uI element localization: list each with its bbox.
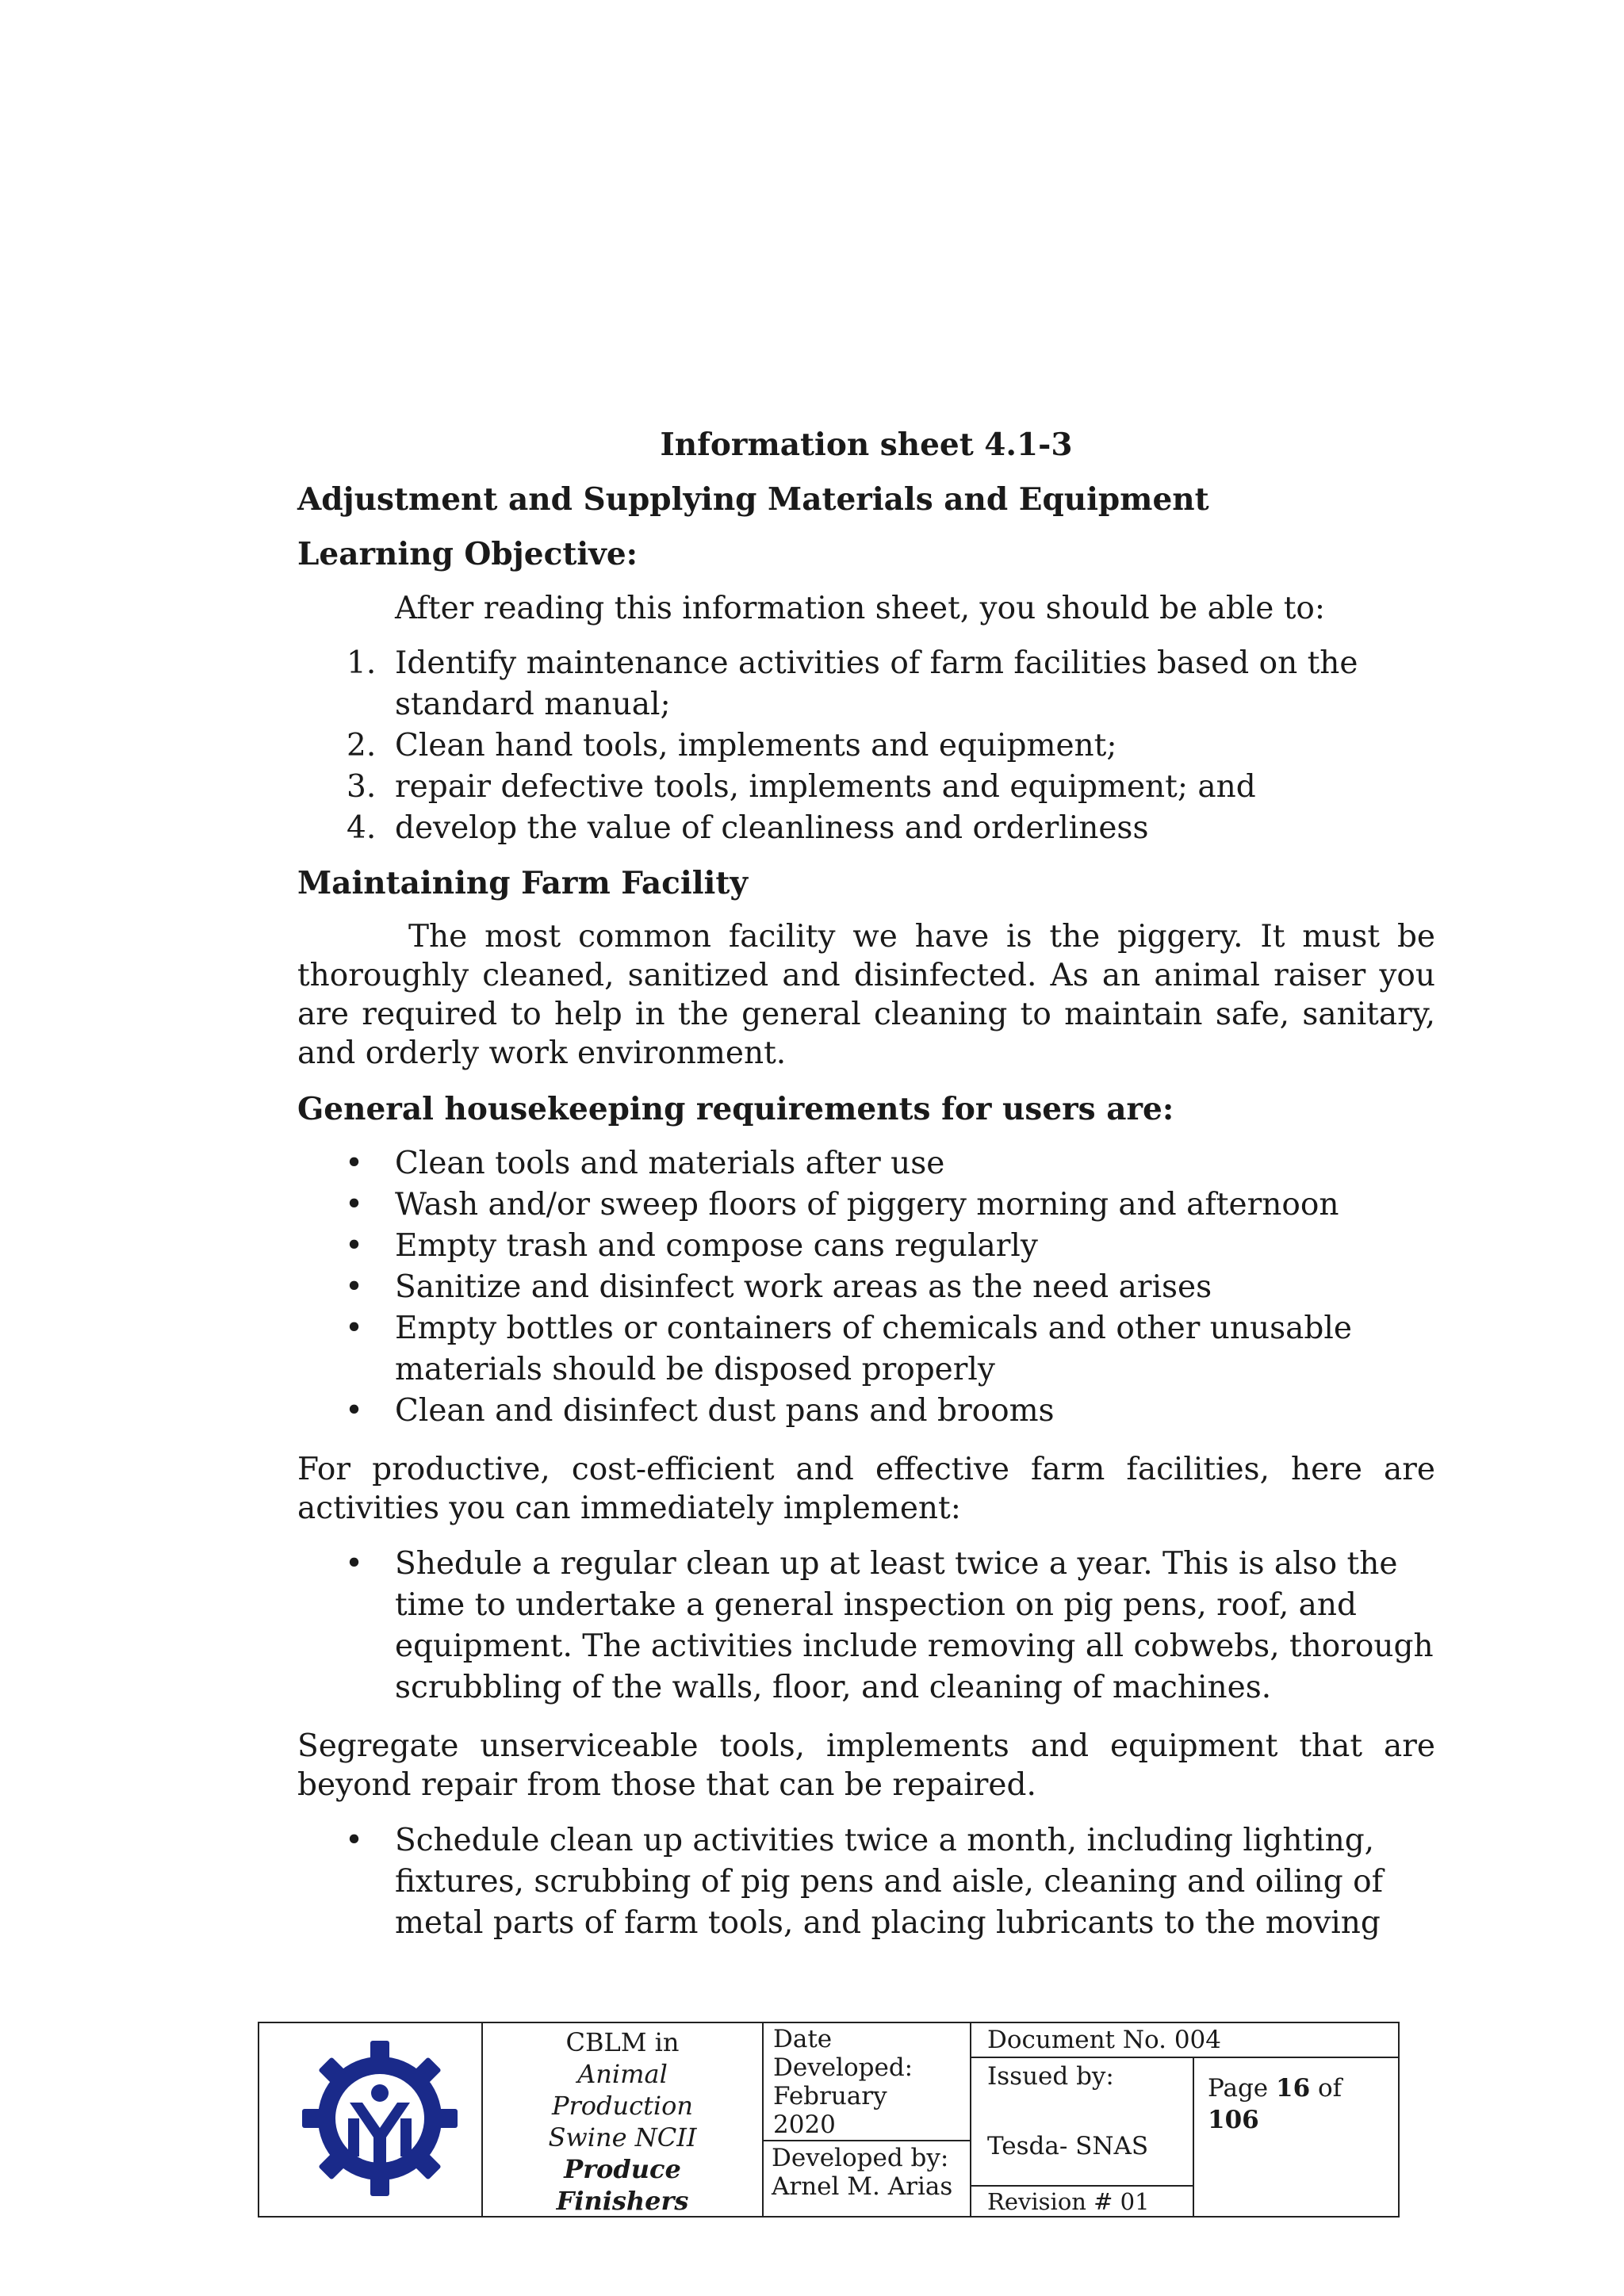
activities-intro: For productive, cost-efficient and effective farm facilities, here are activities you can immediately implement: [297, 1452, 1435, 1526]
item-text: Clean tools and materials after use [395, 1146, 945, 1181]
document-number: Document No. 004 [987, 2026, 1221, 2054]
bullet-icon: • [345, 1269, 364, 1305]
cblm-cell [483, 2026, 762, 2217]
page-prefix: Page [1208, 2074, 1269, 2103]
facility-paragraph: The most common facility we have is the piggery. It must be thoroughly cleaned, sanitized and disinfected. As an animal raiser you are required to help in the general cleaning to maintain safe, sanitary, and orderly work environment. [297, 919, 1435, 1071]
housekeeping-list [297, 1143, 1435, 1432]
cblm-line: Produce [564, 2154, 681, 2184]
item-text: Sanitize and disinfect work areas as the need arises [395, 1269, 1212, 1305]
activities-list-a [297, 1544, 1435, 1709]
page-of: of [1318, 2074, 1342, 2103]
item-text: Clean hand tools, implements and equipment; [395, 728, 1117, 763]
revision-number: Revision # 01 [987, 2188, 1150, 2215]
page-current: 16 [1276, 2074, 1311, 2103]
item-text: Clean and disinfect dust pans and brooms [395, 1393, 1055, 1429]
list-item [297, 767, 1435, 808]
housekeeping-heading: General housekeeping requirements for users are: [297, 1091, 1174, 1127]
document-footer-table [258, 2022, 1400, 2218]
objective-list [297, 643, 1435, 849]
issued-by-label: Issued by: [987, 2062, 1114, 2091]
item-number: 4. [347, 810, 377, 846]
item-number: 2. [347, 728, 377, 763]
list-item [297, 1143, 1435, 1184]
item-text: Empty bottles or containers of chemicals and other unusable materials should be disposed properly [395, 1311, 1352, 1387]
list-item [297, 1184, 1435, 1226]
bullet-icon: • [345, 1228, 364, 1264]
item-text: Wash and/or sweep floors of piggery morning and afternoon [395, 1187, 1339, 1223]
developed-by-cell [772, 2144, 970, 2201]
facility-heading: Maintaining Farm Facility [297, 865, 748, 901]
developer-label: Developed by: [772, 2144, 949, 2172]
cblm-line: CBLM in [565, 2027, 680, 2057]
date-developed-cell [773, 2025, 963, 2139]
bullet-icon: • [345, 1311, 364, 1346]
segregate-paragraph: Segregate unserviceable tools, implements and equipment that are beyond repair from those that can be repaired. [297, 1728, 1435, 1803]
tesda-logo-icon [301, 2039, 459, 2198]
page-number-cell [1208, 2072, 1398, 2136]
date-value: 2020 [773, 2110, 836, 2139]
list-item [297, 643, 1435, 725]
date-value: February [773, 2082, 887, 2110]
cblm-line: Production [551, 2091, 694, 2121]
cblm-line: Swine NCII [548, 2122, 697, 2152]
date-label: Date [773, 2025, 833, 2053]
item-text: develop the value of cleanliness and orderliness [395, 810, 1149, 846]
page-total: 106 [1208, 2106, 1259, 2134]
list-item [297, 1391, 1435, 1432]
issued-by-value: Tesda- SNAS [987, 2132, 1149, 2160]
list-item [297, 1226, 1435, 1267]
list-item [297, 1544, 1435, 1709]
activities-list-b [297, 1820, 1435, 1944]
bullet-icon: • [345, 1146, 364, 1181]
list-item [297, 1820, 1435, 1944]
item-text: Identify maintenance activities of farm facilities based on the standard manual; [395, 645, 1358, 722]
bullet-icon: • [345, 1393, 364, 1429]
item-text: repair defective tools, implements and equipment; and [395, 769, 1256, 805]
item-text: Shedule a regular clean up at least twice a year. This is also the time to undertake a general inspection on pig pens, roof, and equipment. The activities include removing all cobwebs, thorough scrubbling of the walls, floor, and cleaning of machines. [395, 1546, 1434, 1705]
bullet-icon: • [345, 1823, 364, 1858]
item-number: 3. [347, 769, 377, 805]
document-body [297, 424, 1435, 1962]
cblm-line: Animal [577, 2059, 668, 2089]
item-text: Empty trash and compose cans regularly [395, 1228, 1038, 1264]
list-item [297, 808, 1435, 849]
date-label: Developed: [773, 2053, 914, 2082]
developer-name: Arnel M. Arias [772, 2172, 953, 2201]
sheet-subtitle: Adjustment and Supplying Materials and Equipment [297, 481, 1209, 518]
objective-heading: Learning Objective: [297, 536, 638, 572]
bullet-icon: • [345, 1187, 364, 1223]
item-number: 1. [347, 645, 377, 681]
list-item [297, 725, 1435, 767]
item-text: Schedule clean up activities twice a month, including lighting, fixtures, scrubbing of pig pens and aisle, cleaning and oiling of metal parts of farm tools, and placing lubricants to the moving [395, 1823, 1384, 1941]
cblm-line: Finishers [556, 2186, 689, 2216]
list-item [297, 1308, 1435, 1391]
objective-intro: After reading this information sheet, you should be able to: [395, 591, 1326, 626]
sheet-title: Information sheet 4.1-3 [660, 427, 1073, 463]
bullet-icon: • [345, 1546, 364, 1582]
list-item [297, 1267, 1435, 1308]
